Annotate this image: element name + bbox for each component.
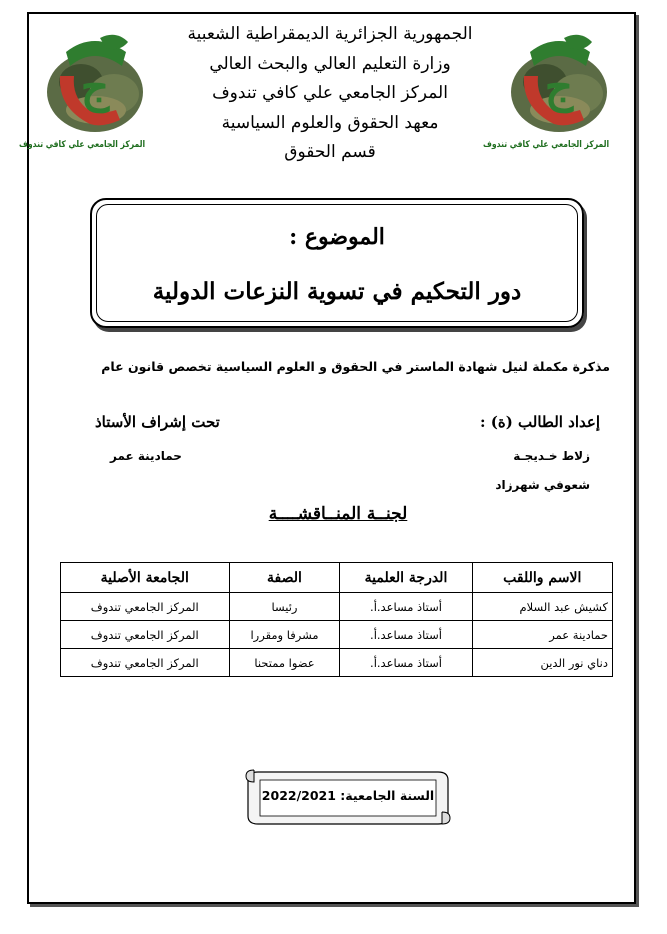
- logo-emblem-icon: [483, 22, 618, 152]
- column-header: الدرجة العلمية: [340, 563, 472, 593]
- header-republic: الجمهورية الجزائرية الديمقراطية الشعبية: [187, 24, 473, 44]
- member-name: حمادينة عمر: [472, 621, 612, 649]
- table-row: [61, 621, 613, 649]
- academic-year: السنة الجامعية: 2022/2021: [261, 788, 435, 803]
- subject-label: الموضوع :: [289, 224, 385, 250]
- member-role: عضوا ممتحنا: [229, 649, 340, 677]
- memo-description: مذكرة مكملة لنيل شهادة الماستر في الحقوق و العلوم السياسية تخصص قانون عام: [101, 359, 610, 374]
- supervisor-name: حمادينة عمر: [110, 449, 182, 463]
- header-department: قسم الحقوق: [284, 142, 376, 162]
- member-university: المركز الجامعي تندوف: [61, 649, 230, 677]
- svg-text:ج: ج: [80, 62, 110, 113]
- member-name: دناي نور الدين: [472, 649, 612, 677]
- prepared-by-label: إعداد الطالب (ة) :: [479, 413, 600, 431]
- header-university: المركز الجامعي علي كافي تندوف: [212, 83, 448, 103]
- thesis-title: دور التحكيم في تسوية النزعات الدولية: [152, 278, 522, 305]
- committee-table: [60, 562, 613, 677]
- academic-year-banner: [244, 766, 452, 828]
- institution-header: [160, 20, 500, 168]
- member-role: رئيسا: [229, 593, 340, 621]
- member-name: كشيش عبد السلام: [472, 593, 612, 621]
- header-institute: معهد الحقوق والعلوم السياسية: [221, 112, 439, 133]
- table-row: [61, 649, 613, 677]
- member-rank: أستاذ مساعد.أ.: [340, 649, 472, 677]
- table-row: [61, 593, 613, 621]
- member-university: المركز الجامعي تندوف: [61, 621, 230, 649]
- column-header: الصفة: [229, 563, 340, 593]
- logo-caption: المركز الجامعي علي كافي تندوف: [483, 140, 610, 150]
- svg-text:ج: ج: [544, 62, 574, 113]
- student-name: زلاط خـديجـة: [513, 449, 590, 463]
- university-logo-left: [19, 22, 154, 152]
- member-rank: أستاذ مساعد.أ.: [340, 621, 472, 649]
- supervisor-label: تحت إشراف الأستاذ: [95, 413, 220, 431]
- logo-caption: المركز الجامعي علي كافي تندوف: [19, 140, 146, 150]
- logo-emblem-icon: [19, 22, 154, 152]
- committee-title: لجنــة المنــاقشــــة: [268, 504, 408, 524]
- table-header-row: [61, 563, 613, 593]
- member-role: مشرفا ومقررا: [229, 621, 340, 649]
- member-university: المركز الجامعي تندوف: [61, 593, 230, 621]
- column-header: الجامعة الأصلية: [61, 563, 230, 593]
- member-rank: أستاذ مساعد.أ.: [340, 593, 472, 621]
- university-logo-right: [483, 22, 618, 152]
- student-name: شعوفي شهرزاد: [495, 478, 590, 492]
- header-ministry: وزارة التعليم العالي والبحث العالي: [209, 53, 451, 74]
- column-header: الاسم واللقب: [472, 563, 612, 593]
- topic-box: [90, 198, 584, 328]
